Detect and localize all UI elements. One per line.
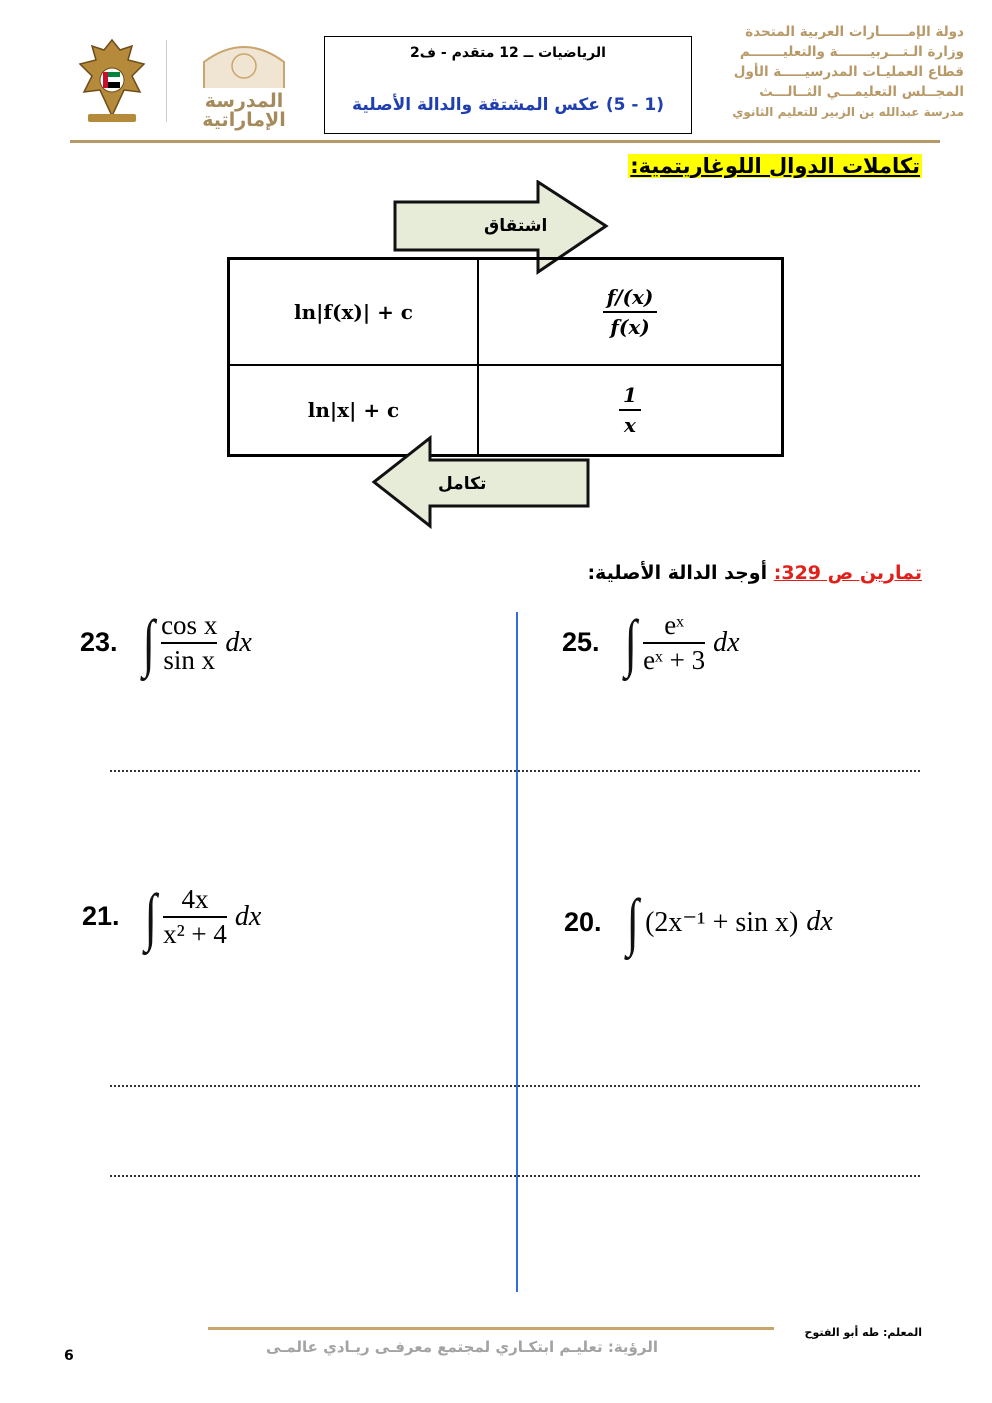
course-title: الرياضيات ــ 12 متقدم - ف2 <box>410 45 606 61</box>
vision-statement: الرؤية: تعليـم ابتكـاري لمجتمع معرفـى ريـادي عالمـى <box>266 1338 658 1356</box>
integrand-fraction <box>619 383 641 437</box>
integration-label: تكامل <box>438 474 487 494</box>
differential: dx <box>713 626 740 658</box>
antiderivative-cell-1 <box>230 260 477 364</box>
fraction-denominator: sin x <box>163 644 216 675</box>
integrand-fraction <box>163 884 227 950</box>
integral-sign-icon: ∫ <box>626 886 639 957</box>
header-rule <box>70 140 940 143</box>
fraction-denominator: x² + 4 <box>163 918 227 949</box>
integral-sign-icon: ∫ <box>624 606 637 678</box>
column-divider <box>516 612 518 1292</box>
page-number: 6 <box>64 1348 74 1364</box>
integrand-fraction <box>603 285 658 339</box>
fraction-numerator: f/(x) <box>606 285 654 310</box>
problem-20 <box>564 886 833 957</box>
school-logo-text-1: المدرسة <box>204 90 284 112</box>
arch-icon <box>184 38 304 88</box>
ministry-line: وزارة الـتـــربيـــــــة والتعليـــــــم <box>739 44 964 60</box>
fraction-denominator: f(x) <box>610 314 650 339</box>
answer-line[interactable] <box>110 1175 920 1177</box>
lesson-title: (1 - 5) عكس المشتقة والدالة الأصلية <box>352 95 664 115</box>
fraction-numerator: eˣ <box>664 610 684 640</box>
fraction-numerator: 1 <box>623 383 637 408</box>
fraction-bar <box>161 642 217 644</box>
differential: dx <box>806 906 833 937</box>
fraction-numerator: cos x <box>161 610 218 640</box>
ministry-line: قطاع العمليـات المدرسيـــــة الأول <box>733 64 964 80</box>
fraction-denominator: eˣ + 3 <box>643 644 706 675</box>
fraction-bar <box>643 642 705 644</box>
problem-number: 21. <box>82 901 120 932</box>
integrand-cell-1 <box>479 260 781 364</box>
antiderivative-expr: ln|f(x)| + c <box>293 300 413 324</box>
differential: dx <box>225 626 252 658</box>
logo-divider <box>166 40 167 122</box>
integral-sign-icon: ∫ <box>142 606 155 678</box>
answer-line[interactable] <box>110 1085 920 1087</box>
problem-number: 23. <box>80 627 118 658</box>
title-box <box>324 36 692 134</box>
fraction-numerator: 4x <box>181 884 209 914</box>
problem-number: 20. <box>564 906 602 937</box>
school-logo-text-2: الإماراتية <box>202 109 286 131</box>
fraction-bar <box>163 916 227 918</box>
fraction-denominator: x <box>624 412 636 437</box>
integrand-expression: (2x⁻¹ + sin x) <box>645 907 799 938</box>
ministry-line: المجــلس التعليمـــي الثــالـــث <box>759 84 964 100</box>
ministry-block <box>714 22 964 122</box>
teacher-name: المعلم: طه أبو الفتوح <box>804 1326 922 1339</box>
problem-21 <box>82 880 262 952</box>
problem-25 <box>562 606 740 678</box>
school-logo <box>184 38 304 131</box>
exercise-instruction: أوجد الدالة الأصلية: <box>587 562 768 584</box>
ministry-line: مدرسة عبدالله بن الزبير للتعليم الثانوي <box>732 105 964 119</box>
problem-23 <box>80 606 252 678</box>
section-title: تكاملات الدوال اللوغاريتمية: <box>630 154 920 178</box>
problem-number: 25. <box>562 627 600 658</box>
integrand-fraction <box>643 610 705 676</box>
antiderivative-expr: ln|x| + c <box>307 398 400 422</box>
differential: dx <box>234 900 262 932</box>
log-integrals-table <box>227 257 784 457</box>
integral-sign-icon: ∫ <box>144 880 157 952</box>
exercises-heading <box>587 562 922 584</box>
falcon-emblem-icon <box>74 36 150 124</box>
derivation-label: اشتقاق <box>484 216 548 236</box>
integrand-fraction <box>161 610 217 676</box>
answer-line[interactable] <box>110 770 920 772</box>
footer-rule <box>208 1327 774 1330</box>
uae-emblem <box>74 36 150 124</box>
ministry-line: دولة الإمــــــارات العربية المتحدة <box>745 24 964 40</box>
page-reference: تمارين ص 329: <box>773 562 922 584</box>
